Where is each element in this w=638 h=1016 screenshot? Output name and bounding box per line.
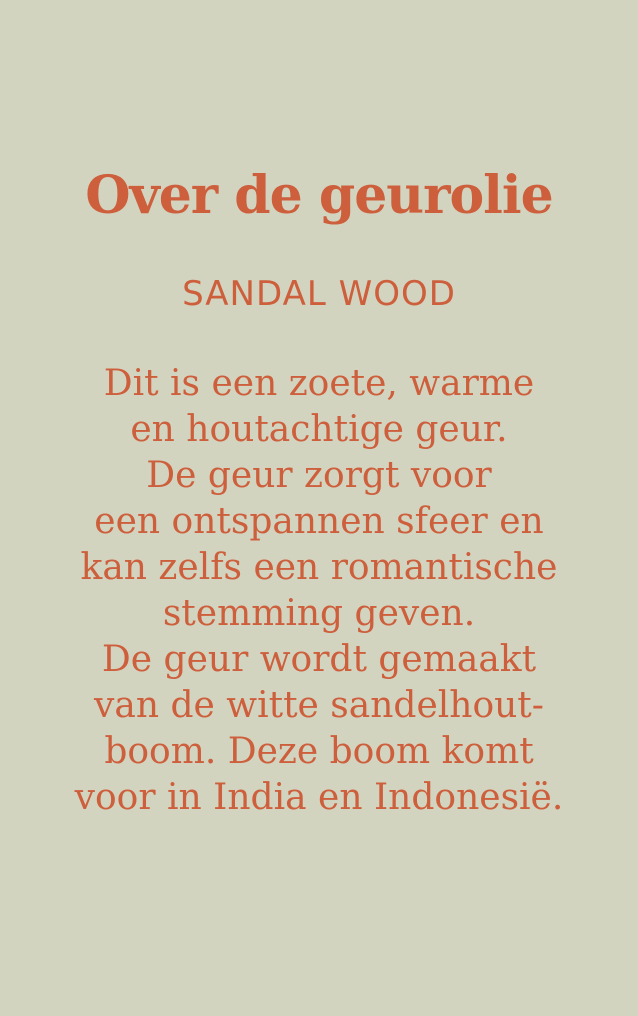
description-line: Dit is een zoete, warme xyxy=(103,363,535,404)
description-line: De geur wordt gemaakt xyxy=(101,639,537,680)
description-line: boom. Deze boom komt xyxy=(104,731,534,772)
description-line: De geur zorgt voor xyxy=(146,455,492,496)
description-line: van de witte sandelhout- xyxy=(94,685,544,726)
description-line: en houtachtige geur. xyxy=(130,409,508,450)
description-line: stemming geven. xyxy=(162,593,476,634)
scent-description xyxy=(0,361,638,821)
description-line: voor in India en Indonesië. xyxy=(74,777,564,818)
scent-name-subtitle: SANDAL WOOD xyxy=(182,274,456,314)
description-line: een ontspannen sfeer en xyxy=(94,501,544,542)
page-title: Over de geurolie xyxy=(85,165,553,226)
description-line: kan zelfs een romantische xyxy=(80,547,558,588)
